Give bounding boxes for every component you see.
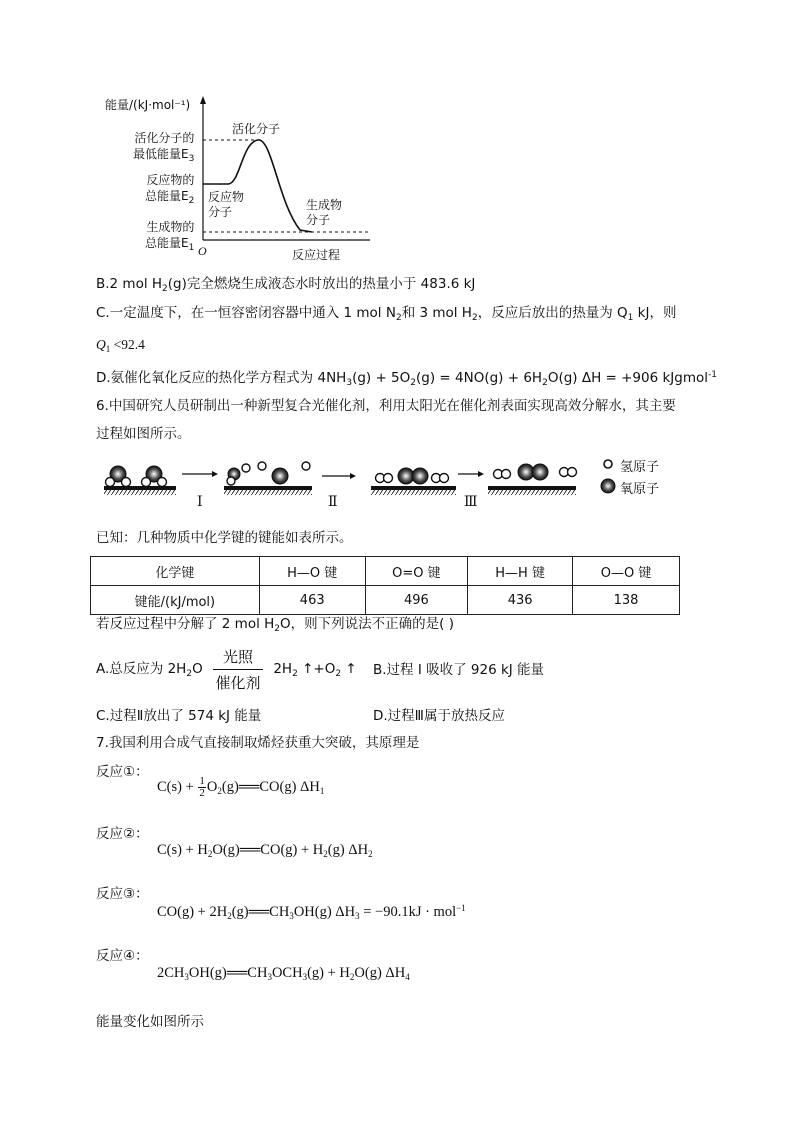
hydrogen-atom-legend-icon — [604, 460, 612, 468]
legend-oxygen-label: 氧原子 — [620, 482, 660, 497]
option-d-s3: 2 — [542, 378, 548, 388]
option-b-sub: 2 — [162, 284, 168, 294]
option-d-p2: (g) + 5O — [352, 370, 411, 386]
q6-option-a-sub2: 2 — [292, 669, 298, 679]
option-d-s1: 3 — [346, 378, 353, 388]
option-c-q: Q — [96, 337, 106, 352]
reaction-condition — [213, 646, 263, 693]
option-b-prefix: B.2 mol H — [96, 276, 163, 292]
q6-stem-p1: 若反应过程中分解了 2 mol H — [96, 616, 275, 632]
r1-s1: 2 — [217, 785, 222, 796]
q6-option-d: D.过程Ⅲ属于放热反应 — [373, 708, 505, 724]
e2-label-line1: 反应物的 — [146, 173, 195, 187]
energy-diagram — [100, 92, 400, 267]
option-c-text3: ，反应后放出的热量为 Q — [477, 305, 628, 321]
product-line2: 分子 — [306, 213, 331, 227]
q6-line2: 过程如图所示。 — [96, 426, 191, 442]
water-molecule — [106, 466, 131, 487]
q6-option-c: C.过程Ⅱ放出了 574 kJ 能量 — [96, 708, 262, 724]
origin-label: O — [198, 244, 207, 258]
r1-a: C(s) + — [157, 778, 198, 795]
table-cell: H—O 键 — [259, 557, 365, 586]
option-c-sub-h: 2 — [471, 313, 478, 323]
reaction-2-label: 反应②： — [96, 826, 149, 842]
q6-option-a-o: O — [192, 661, 203, 677]
r4-s2: 3 — [267, 972, 272, 982]
e3-sub: 3 — [188, 154, 195, 164]
e1-label-line1: 生成物的 — [146, 220, 195, 234]
q6-stem-sub: 2 — [274, 624, 281, 634]
q6-option-a-prefix: A.总反应为 2H — [96, 661, 187, 677]
reactant-line2: 分子 — [208, 205, 233, 219]
r3-b: (g)══CH — [231, 904, 290, 920]
option-c-line2-rest: <92.4 — [110, 337, 145, 352]
e1-sub: 1 — [188, 243, 195, 253]
table-cell: 138 — [573, 586, 680, 615]
peak-label: 活化分子 — [232, 122, 281, 136]
r4-s5: 4 — [405, 972, 410, 982]
table-cell: O=O 键 — [365, 557, 468, 586]
e3-label-line2: 最低能量E — [133, 147, 189, 161]
table-cell: 463 — [259, 586, 365, 615]
e3-label-line1: 活化分子的 — [134, 131, 195, 145]
table-row — [91, 586, 680, 615]
product-molecule-label — [306, 198, 342, 228]
e2-label — [145, 172, 194, 209]
q6-option-a-sub1: 2 — [186, 669, 193, 679]
option-c-text4: kJ，则 — [633, 305, 677, 321]
option-d-s2: 2 — [410, 378, 417, 388]
e2-label-line2: 总能量E — [145, 189, 189, 203]
option-d — [96, 365, 717, 393]
r3-sup: −1 — [456, 903, 466, 913]
option-c-line2 — [96, 335, 145, 359]
option-c-sub-q: 1 — [627, 313, 634, 323]
e1-label — [145, 219, 194, 256]
reaction-1-equation — [157, 776, 324, 799]
option-c-text1: C.一定温度下，在一恒容密闭容器中通入 1 mol N — [96, 305, 396, 321]
option-d-p3: (g) = 4NO(g) + 6H — [416, 370, 543, 386]
r3-s3: 3 — [355, 911, 360, 921]
r1-s2: 1 — [319, 785, 325, 796]
option-c — [96, 303, 676, 328]
option-c-sub-n: 2 — [395, 313, 402, 323]
reaction-3-equation — [157, 903, 466, 921]
q6-option-a-r2: ↑+O — [297, 661, 336, 677]
option-d-sup: -1 — [708, 370, 717, 380]
condition-light: 光照 — [213, 646, 263, 670]
option-d-p1: D.氨催化氧化反应的热化学方程式为 4NH — [96, 370, 347, 386]
x-axis-label: 反应过程 — [292, 248, 341, 262]
condition-catalyst: 催化剂 — [215, 673, 261, 692]
option-b — [96, 274, 475, 299]
reaction-4-label: 反应④： — [96, 948, 149, 964]
e1-label-line2: 总能量E — [145, 236, 189, 250]
q6-option-a-sub3: 2 — [335, 669, 342, 679]
table-header-row — [91, 557, 680, 586]
reaction-2-equation — [157, 842, 373, 859]
reaction-4-equation — [157, 965, 410, 982]
r4-d: (g) + H — [307, 965, 350, 981]
reactant-molecule-label — [208, 190, 244, 220]
r1-half-den: 2 — [199, 787, 205, 799]
reactant-line1: 反应物 — [208, 190, 245, 204]
q6-option-a — [96, 642, 357, 701]
table-cell: 496 — [365, 586, 468, 615]
option-c-text2: 和 3 mol H — [401, 305, 472, 321]
r2-b: O(g)══CO(g) + H — [212, 842, 324, 858]
y-axis-label: 能量/(kJ·mol⁻¹) — [105, 98, 191, 112]
q6-option-b: B.过程 I 吸收了 926 kJ 能量 — [373, 662, 545, 678]
water-splitting-process-diagram — [96, 452, 696, 516]
legend-hydrogen-label: 氢原子 — [620, 460, 660, 475]
r2-a: C(s) + H — [157, 842, 208, 858]
q6-line1: 6.中国研究人员研制出一种新型复合光催化剂，利用太阳光在催化剂表面实现高效分解水，其主要 — [96, 398, 676, 414]
option-b-rest: (g)完全燃烧生成液态水时放出的热量小于 483.6 kJ — [167, 276, 476, 292]
r3-a: CO(g) + 2H — [157, 904, 228, 920]
option-c-q-sub: 1 — [105, 344, 111, 354]
r2-s2: 2 — [323, 849, 328, 859]
r4-s4: 2 — [349, 972, 355, 982]
table-cell: 436 — [468, 586, 573, 615]
r3-s1: 2 — [227, 911, 232, 921]
q6-option-a-r1: 2H — [273, 661, 293, 677]
step-2-label: Ⅱ — [328, 495, 338, 510]
step-1-label: Ⅰ — [197, 495, 203, 510]
product-line1: 生成物 — [306, 198, 343, 212]
bond-energy-table — [90, 556, 680, 615]
r4-c: OCH — [271, 965, 303, 981]
table-cell: 键能/(kJ/mol) — [91, 586, 260, 615]
r1-c: (g)══CO(g) ΔH — [221, 778, 320, 795]
r1-half-fraction — [198, 776, 206, 799]
step-3-label: Ⅲ — [464, 495, 478, 510]
table-cell: O—O 键 — [573, 557, 680, 586]
q7-title: 7.我国利用合成气直接制取烯烃获重大突破，其原理是 — [96, 735, 420, 751]
r3-c: OH(g) ΔH — [293, 904, 356, 920]
r4-e: O(g) ΔH — [354, 965, 406, 981]
r3-s2: 3 — [289, 911, 294, 921]
r4-b: OH(g)══CH — [188, 965, 268, 981]
e3-label — [133, 130, 194, 167]
q6-stem-p2: O，则下列说法不正确的是( ) — [280, 616, 454, 632]
r4-a: 2CH — [157, 965, 185, 981]
water-molecule — [142, 466, 167, 487]
r2-c: (g) ΔH — [327, 842, 369, 858]
r3-d: = −90.1kJ · mol — [359, 904, 457, 920]
r2-s1: 2 — [207, 849, 213, 859]
known-bond-energy: 已知：几种物质中化学键的键能如表所示。 — [96, 530, 353, 546]
option-d-p4: O(g) ΔH = +906 kJgmol — [547, 370, 709, 386]
e2-sub: 2 — [188, 196, 195, 206]
r1-half-num: 1 — [199, 775, 205, 787]
table-cell: H—H 键 — [468, 557, 573, 586]
oxygen-atom-legend-icon — [601, 479, 615, 493]
q6-option-a-r3: ↑ — [341, 661, 357, 677]
reaction-3-label: 反应③： — [96, 886, 149, 902]
q7-footer: 能量变化如图所示 — [96, 1014, 204, 1030]
r2-s3: 2 — [368, 849, 373, 859]
reaction-1-label: 反应①： — [96, 764, 149, 780]
r4-s3: 3 — [302, 972, 308, 982]
process-svg — [96, 452, 696, 516]
q6-stem — [96, 614, 454, 639]
r1-b: O — [206, 778, 218, 795]
r4-s1: 3 — [184, 972, 189, 982]
table-cell: 化学键 — [91, 557, 260, 586]
